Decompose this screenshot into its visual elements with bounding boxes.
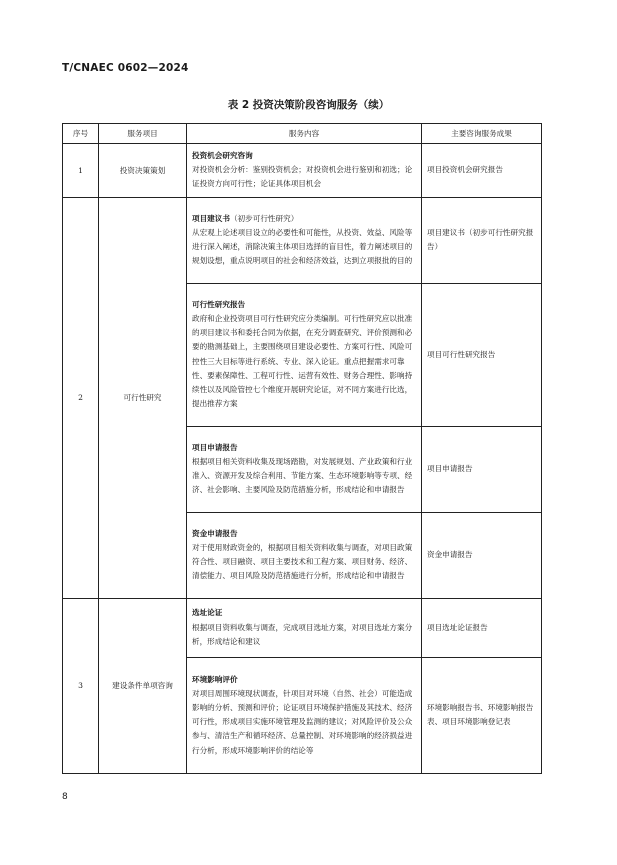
service-content xyxy=(187,426,422,512)
content-title: 环境影响评价 xyxy=(192,674,238,684)
content-body: 对于使用财政资金的，根据项目相关资料收集与调查，对项目政策符合性、项目融资、项目主要技术和工程方案、项目财务、经济、清偿能力、项目风险及防范措施进行分析，形成结论和申请报告 xyxy=(192,542,413,581)
service-item: 建设条件单项咨询 xyxy=(99,598,187,773)
table-row xyxy=(63,197,542,283)
header-result: 主要咨询服务成果 xyxy=(422,124,542,144)
service-result: 项目投资机会研究报告 xyxy=(422,144,542,198)
document-code: T/CNAEC 0602—2024 xyxy=(62,62,189,74)
content-title: 投资机会研究咨询 xyxy=(192,151,253,160)
content-body: 根据项目资料收集与调查，完成项目选址方案，对项目选址方案分析，形成结论和建议 xyxy=(192,622,413,646)
content-body: 从宏观上论述项目设立的必要性和可能性，从投资、效益、风险等进行深入阐述，消除决策主体项目选择的盲目性，着力阐述项目的规划设想，重点说明项目的社会和经济效益，达到立项报批的目的 xyxy=(192,227,413,266)
table-row xyxy=(63,144,542,198)
service-content xyxy=(187,512,422,598)
row-number: 2 xyxy=(63,197,99,598)
service-content xyxy=(187,197,422,283)
table-header-row xyxy=(63,124,542,144)
table-title: 表 2 投资决策阶段咨询服务（续） xyxy=(227,99,390,111)
service-result: 资金申请报告 xyxy=(422,512,542,598)
content-body: 对投资机会分析：鉴别投资机会；对投资机会进行鉴别和初选；论证投资方向可行性；论证具体项目机会 xyxy=(192,165,413,189)
content-title: 项目申请报告 xyxy=(192,442,238,452)
service-content xyxy=(187,598,422,657)
content-title: 资金申请报告 xyxy=(192,528,238,538)
content-body: 政府和企业投资项目可行性研究应分类编制。可行性研究应以批准的项目建议书和委托合同为依据，在充分调查研究、评价预测和必要的勘测基础上，主要围绕项目建设必要性、方案可行性、风险可控性三大目标等进行系统、专业、深入论证。重点把握需求可靠性、要素保障性、工程可行性、运营有效性、财务合理性、影响持续性以及风险管控七个维度开展研究论证，对不同方案进行比选，提出推荐方案 xyxy=(192,314,413,409)
service-item: 投资决策策划 xyxy=(99,144,187,198)
service-result: 项目建议书（初步可行性研究报告） xyxy=(422,197,542,283)
content-body: 根据项目相关资料收集及现场踏勘，对发展规划、产业政策和行业准入、资源开发及综合利用、节能方案、生态环境影响等专项、经济、社会影响、主要风险及防范措施分析，形成结论和申请报告 xyxy=(192,456,413,495)
content-title: 项目建议书（初步可行性研究） xyxy=(192,213,299,223)
content-title: 选址论证 xyxy=(192,608,223,618)
header-service: 服务项目 xyxy=(99,124,187,144)
header-content: 服务内容 xyxy=(187,124,422,144)
service-content xyxy=(187,657,422,773)
content-title: 可行性研究报告 xyxy=(192,299,246,309)
service-content xyxy=(187,144,422,198)
row-number: 1 xyxy=(63,144,99,198)
header-no: 序号 xyxy=(63,124,99,144)
page-number: 8 xyxy=(62,792,68,802)
service-result: 项目可行性研究报告 xyxy=(422,283,542,426)
service-item: 可行性研究 xyxy=(99,197,187,598)
service-content xyxy=(187,283,422,426)
service-result: 项目申请报告 xyxy=(422,426,542,512)
table-row xyxy=(63,598,542,657)
service-result: 项目选址论证报告 xyxy=(422,598,542,657)
service-result: 环境影响报告书、环境影响报告表、项目环境影响登记表 xyxy=(422,657,542,773)
content-body: 对项目周围环境现状调查，针项目对环境（自然、社会）可能造成影响的分析、预测和评价；论证项目环境保护措施及其技术、经济可行性，形成项目实施环境管理及监测的建议；对风险评价及公众参与、清洁生产和循环经济、总量控制、对环境影响的经济损益进行分析，形成环境影响评价的结论等 xyxy=(192,688,413,755)
row-number: 3 xyxy=(63,598,99,773)
consulting-services-table xyxy=(62,123,542,774)
content-title-note: （初步可行性研究） xyxy=(229,213,299,223)
